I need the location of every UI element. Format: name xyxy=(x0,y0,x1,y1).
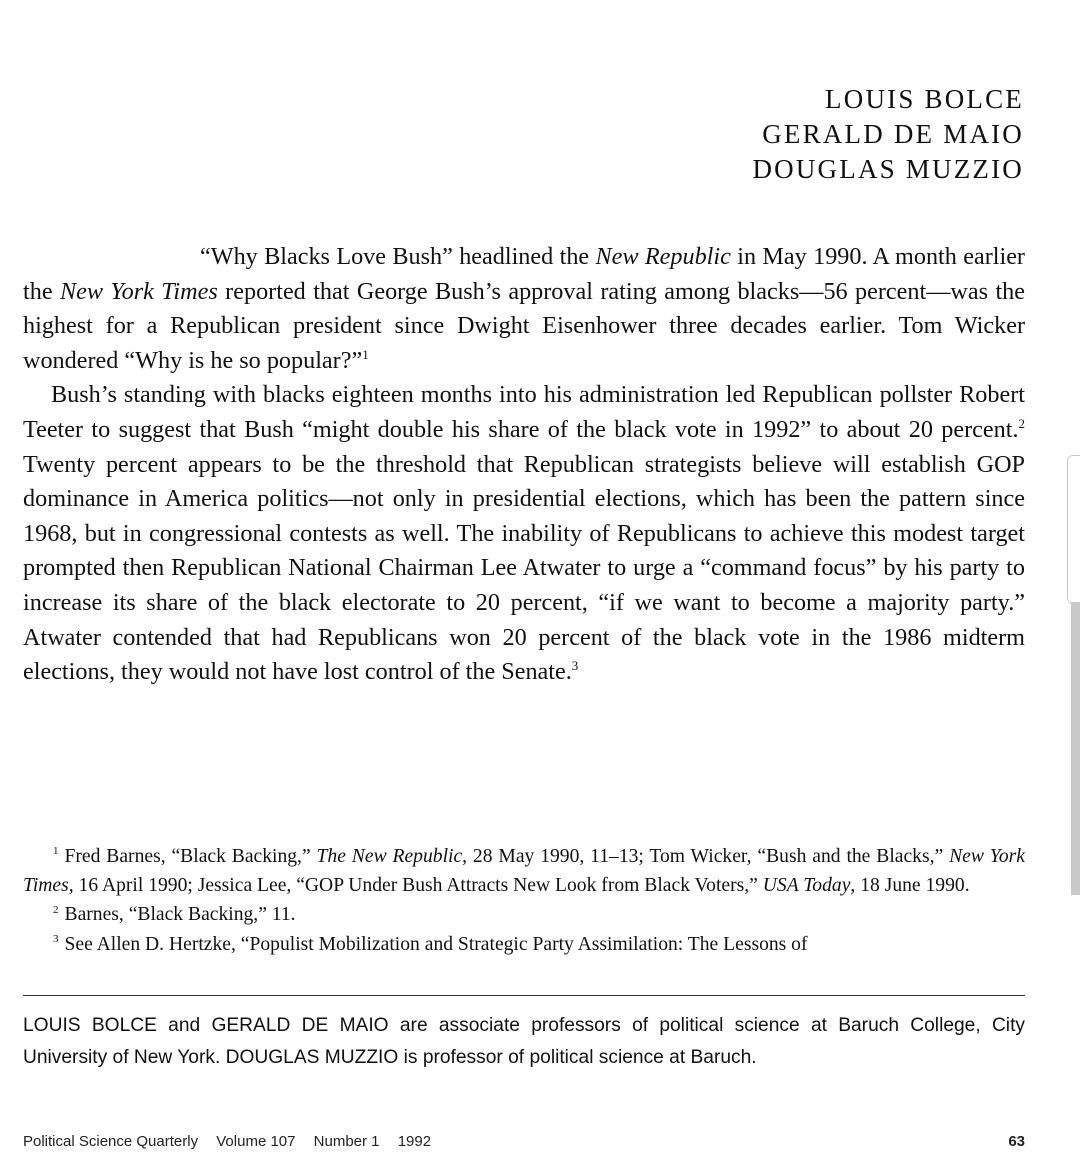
journal-citation xyxy=(23,1133,445,1150)
footnote-ref-3[interactable]: 3 xyxy=(571,658,579,674)
footnotes xyxy=(23,842,1025,959)
author-name: DOUGLAS MUZZIO xyxy=(752,154,1024,184)
journal-year: 1992 xyxy=(397,1133,432,1150)
journal-volume: Volume 107 xyxy=(216,1133,296,1150)
footnote-ref-1[interactable]: 1 xyxy=(362,346,369,362)
author-name: GERALD DE MAIO xyxy=(762,119,1024,149)
footnote-ref-2[interactable]: 2 xyxy=(1018,415,1025,431)
page-number: 63 xyxy=(1008,1133,1025,1150)
article-body xyxy=(23,240,1025,690)
journal-number: Number 1 xyxy=(313,1133,380,1150)
author-name: LOUIS BOLCE xyxy=(825,84,1024,114)
author-bio: LOUIS BOLCE and GERALD DE MAIO are associate professors of political science at Baruch College, City University of New York. DOUGLAS MUZZIO is professor of political science at Baruch. xyxy=(23,1015,1025,1068)
footnote-2: $^2$ Barnes, “Black Backing,” 11. xyxy=(53,903,296,926)
paragraph-2: Bush’s standing with blacks eighteen months into his administration led Republican pollster Robert Teeter to suggest that Bush “might double his share of the black vote in 1992” to about 20 percent.$^2$ Twenty percent appears to be the threshold that Republican strategists believe will establish GOP dominance in America politics—not only in presidential elections, which has been the pattern since 1968, but in congressional contests as well. The inability of Republicans to achieve this modest target prompted then Republican National Chairman Lee Atwater to urge a “command focus” by his party to increase its share of the black electorate to 20 percent, “if we want to become a majority party.” Atwater contended that had Republicans won 20 percent of the black vote in the 1986 midterm elections, they would not have lost control of the Senate.$^3$ xyxy=(23,381,1025,686)
footnote-3: $^3$ See Allen D. Hertzke, “Populist Mobilization and Strategic Party Assimilation: The Lessons of xyxy=(53,933,808,955)
scrollbar-thumb[interactable] xyxy=(1071,602,1080,895)
author-list xyxy=(524,82,1024,187)
footnote-divider xyxy=(23,995,1025,996)
scrollbar-track[interactable] xyxy=(1067,455,1080,604)
footnote-1: $^1$ Fred Barnes, “Black Backing,” The New Republic, 28 May 1990, 11–13; Tom Wicker, “Bush and the Blacks,” New York Times, 16 April 1990; Jessica Lee, “GOP Under Bush Attracts New Look from Black Voters,” USA Today, 18 June 1990. xyxy=(23,845,1025,897)
journal-name: Political Science Quarterly xyxy=(23,1133,199,1150)
paragraph-1: “Why Blacks Love Bush” headlined the New Republic in May 1990. A month earlier the New York Times reported that George Bush’s approval rating among blacks—56 percent—was the highest for a Republican president since Dwight Eisenhower three decades earlier. Tom Wicker wondered “Why is he so popular?”$^1$ xyxy=(23,243,1025,374)
